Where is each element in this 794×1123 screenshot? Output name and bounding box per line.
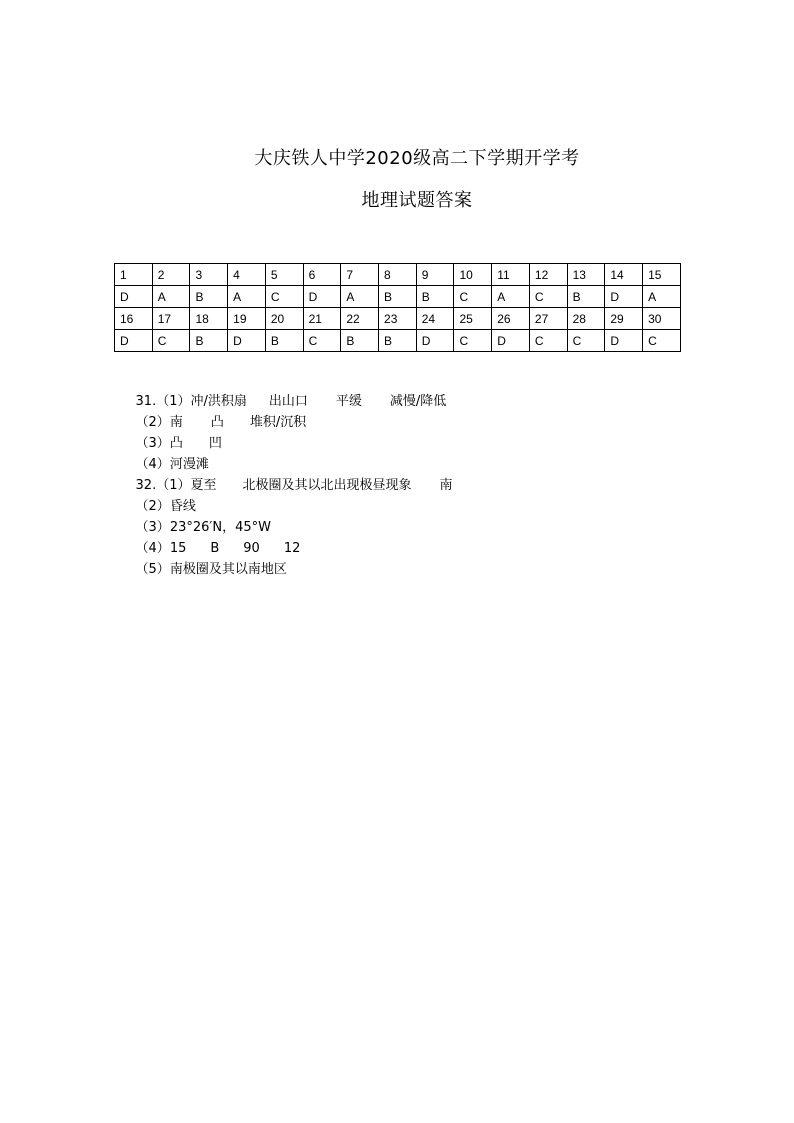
answer-item: 昏线 <box>169 499 196 514</box>
answer-item: 凸 <box>210 415 224 430</box>
answer-cell: A <box>492 286 530 308</box>
answer-cell: B <box>379 330 417 352</box>
question-number-cell: 2 <box>152 264 190 286</box>
question-number-cell: 3 <box>190 264 228 286</box>
question-number-cell: 9 <box>416 264 454 286</box>
answer-label: （4） <box>135 457 170 472</box>
answer-label: （2） <box>135 415 170 430</box>
answer-item: 南 <box>439 478 453 493</box>
answer-item: 北极圈及其以北出现极昼现象 <box>242 478 412 493</box>
question-number-cell: 17 <box>152 308 190 330</box>
answer-cell: A <box>341 286 379 308</box>
answer-label: 32.（1） <box>135 478 191 493</box>
answer-cell: D <box>605 330 643 352</box>
question-number-cell: 20 <box>265 308 303 330</box>
answer-key-table <box>114 263 681 352</box>
answer-item: 出山口 <box>268 394 308 409</box>
question-number-cell: 21 <box>303 308 341 330</box>
answer-item: 凹 <box>208 436 222 451</box>
answer-cell: C <box>643 330 681 352</box>
question-number-cell: 11 <box>492 264 530 286</box>
answer-cell: C <box>529 286 567 308</box>
answer-cell: D <box>605 286 643 308</box>
answer-cell: D <box>115 286 153 308</box>
answer-cell: C <box>567 330 605 352</box>
answer-cell: B <box>190 286 228 308</box>
question-number-cell: 14 <box>605 264 643 286</box>
page-subtitle: 地理试题答案 <box>361 190 473 211</box>
question-number-cell: 8 <box>379 264 417 286</box>
answer-item: 减慢/降低 <box>389 394 447 409</box>
question-number-cell: 16 <box>115 308 153 330</box>
answer-item: 平缓 <box>335 394 362 409</box>
question-number-cell: 13 <box>567 264 605 286</box>
question-number-cell: 15 <box>643 264 681 286</box>
question-number-cell: 19 <box>228 308 266 330</box>
answer-item: 15 <box>169 541 187 556</box>
question-number-cell: 28 <box>567 308 605 330</box>
answer-label: （2） <box>135 499 170 514</box>
question-number-cell: 12 <box>529 264 567 286</box>
answer-cell: B <box>416 286 454 308</box>
answer-cell: C <box>303 330 341 352</box>
answer-item: 河漫滩 <box>169 457 209 472</box>
answer-list <box>119 370 453 577</box>
question-number-cell: 18 <box>190 308 228 330</box>
answer-cell: C <box>152 330 190 352</box>
question-number-cell: 10 <box>454 264 492 286</box>
question-number-cell: 6 <box>303 264 341 286</box>
answer-cell: B <box>265 330 303 352</box>
question-number-cell: 30 <box>643 308 681 330</box>
answer-cell: C <box>454 286 492 308</box>
answer-cell: C <box>265 286 303 308</box>
answer-cell: A <box>643 286 681 308</box>
page-title: 大庆铁人中学2020级高二下学期开学考 <box>254 148 580 169</box>
question-number-cell: 5 <box>265 264 303 286</box>
question-number-cell: 25 <box>454 308 492 330</box>
answer-cell: C <box>454 330 492 352</box>
question-number-cell: 24 <box>416 308 454 330</box>
answer-cell: D <box>115 330 153 352</box>
answer-label: 31.（1） <box>135 394 191 409</box>
answer-label: （5） <box>135 562 170 577</box>
question-number-cell: 7 <box>341 264 379 286</box>
answer-cell: B <box>190 330 228 352</box>
answer-cell: B <box>567 286 605 308</box>
answer-item: 南极圈及其以南地区 <box>169 562 287 577</box>
answer-item: 凸 <box>169 436 183 451</box>
question-number-cell: 26 <box>492 308 530 330</box>
question-number-row <box>115 308 681 330</box>
answer-31-1 <box>119 370 453 409</box>
answer-label: （4） <box>135 541 170 556</box>
question-number-cell: 1 <box>115 264 153 286</box>
answer-item: 南 <box>169 415 183 430</box>
answer-item: 12 <box>283 541 301 556</box>
answer-label: （3） <box>135 520 170 535</box>
answer-cell: D <box>416 330 454 352</box>
question-number-cell: 23 <box>379 308 417 330</box>
answer-cell: C <box>529 330 567 352</box>
answer-cell: D <box>492 330 530 352</box>
answer-item: 堆积/沉积 <box>249 415 307 430</box>
answer-item: 90 <box>243 541 260 556</box>
answer-row <box>115 286 681 308</box>
question-number-cell: 4 <box>228 264 266 286</box>
answer-cell: D <box>228 330 266 352</box>
question-number-cell: 29 <box>605 308 643 330</box>
question-number-row <box>115 264 681 286</box>
answer-cell: B <box>379 286 417 308</box>
answer-cell: D <box>303 286 341 308</box>
answer-item: B <box>210 541 220 556</box>
question-number-cell: 27 <box>529 308 567 330</box>
answer-cell: B <box>341 330 379 352</box>
answer-row <box>115 330 681 352</box>
answer-item: 23°26′N，45°W <box>169 520 271 535</box>
answer-item: 夏至 <box>190 478 217 493</box>
answer-item: 冲/洪积扇 <box>190 394 247 409</box>
answer-cell: A <box>152 286 190 308</box>
answer-label: （3） <box>135 436 170 451</box>
question-number-cell: 22 <box>341 308 379 330</box>
answer-cell: A <box>228 286 266 308</box>
